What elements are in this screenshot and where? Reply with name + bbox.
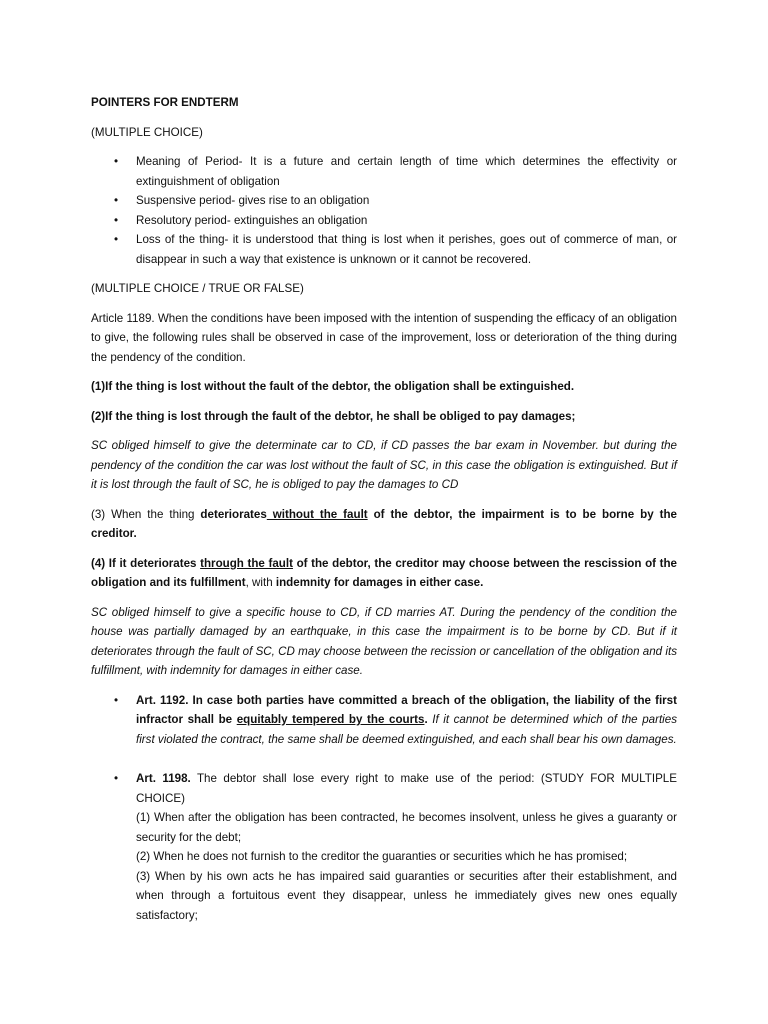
rule-3: (3) When the thing deteriorates without the fault of the debtor, the impairment is to be borne by the creditor. <box>91 507 677 540</box>
list-item: • Loss of the thing- it is understood that thing is lost when it perishes, goes out of commerce of man, or disappear in such a way that existence is unknown or it cannot be recovered. <box>91 230 677 269</box>
list-item: • Resolutory period- extinguishes an obligation <box>91 211 677 231</box>
article-1192-list <box>91 691 677 750</box>
rule-1: (1)If the thing is lost without the fault of the debtor, the obligation shall be extinguished. <box>91 380 575 393</box>
page-title: POINTERS FOR ENDTERM <box>91 96 239 109</box>
article-1198-item-1: (1) When after the obligation has been contracted, he becomes insolvent, unless he gives a guaranty or security for the debt; <box>136 811 677 844</box>
article-1198-item-2: (2) When he does not furnish to the creditor the guaranties or securities which he has promised; <box>136 850 628 863</box>
example-1: SC obliged himself to give the determinate car to CD, if CD passes the bar exam in November. but during the pendency of the condition the car was lost without the fault of SC, in this case the obligation is extinguished. But if it is lost through the fault of SC, he is obliged to pay the damages to CD <box>91 439 677 491</box>
example-2: SC obliged himself to give a specific house to CD, if CD marries AT. During the pendency of the condition the house was partially damaged by an earthquake, in this case the impairment is to be borne by CD. But if it deteriorates through the fault of SC, CD may choose between the recission or cancellation of the obligation and its fulfillment, with indemnity for damages in either case. <box>91 605 677 677</box>
section-heading-multiple-choice: (MULTIPLE CHOICE) <box>91 125 203 139</box>
list-item: • Suspensive period- gives rise to an obligation <box>91 191 677 211</box>
bullet-icon: • <box>114 693 119 707</box>
rule-2: (2)If the thing is lost through the fault of the debtor, he shall be obliged to pay damages; <box>91 409 576 423</box>
document-page <box>91 93 677 925</box>
bullet-icon: • <box>114 233 119 246</box>
list-item-article-1198: • Art. 1198. The debtor shall lose every right to make use of the period: (STUDY FOR MULTIPLE CHOICE) (1) When after the obligation has been contracted, he becomes insolvent, unless he gives a guaranty or security for the debt; (2) When he does not furnish to the creditor the guaranties or securities which he has promised; (3) When by his own acts he has impaired said guaranties or securities after their establishment, and when through a fortuitous event they disappear, unless he immediately gives new ones equally satisfactory; <box>91 769 677 925</box>
bullet-icon: • <box>114 194 119 207</box>
article-1198-item-3: (3) When by his own acts he has impaired said guaranties or securities after their establishment, and when through a fortuitous event they disappear, unless he immediately gives new ones equally satisfactory; <box>136 869 677 922</box>
list-item: • Meaning of Period- It is a future and certain length of time which determines the effectivity or extinguishment of obligation <box>91 152 677 191</box>
article-1189: Article 1189. When the conditions have been imposed with the intention of suspending the efficacy of an obligation to give, the following rules shall be observed in case of the improvement, loss or deterioration of the thing during the pendency of the condition. <box>91 311 677 364</box>
article-1198-list <box>91 769 677 925</box>
bullet-icon: • <box>114 772 119 785</box>
bullet-icon: • <box>114 155 119 168</box>
period-definitions-list <box>91 152 677 269</box>
section-heading-true-false: (MULTIPLE CHOICE / TRUE OR FALSE) <box>91 282 304 295</box>
rule-4: (4) If it deteriorates through the fault of the debtor, the creditor may choose between the rescission of the obligation and its fulfillment, with indemnity for damages in either case. <box>91 556 677 589</box>
bullet-icon: • <box>114 213 119 227</box>
list-item-article-1192: • Art. 1192. In case both parties have committed a breach of the obligation, the liability of the first infractor shall be equitably tempered by the courts. If it cannot be determined which of the parties first violated the contract, the same shall be deemed extinguished, and each shall bear his own damages. <box>91 691 677 750</box>
